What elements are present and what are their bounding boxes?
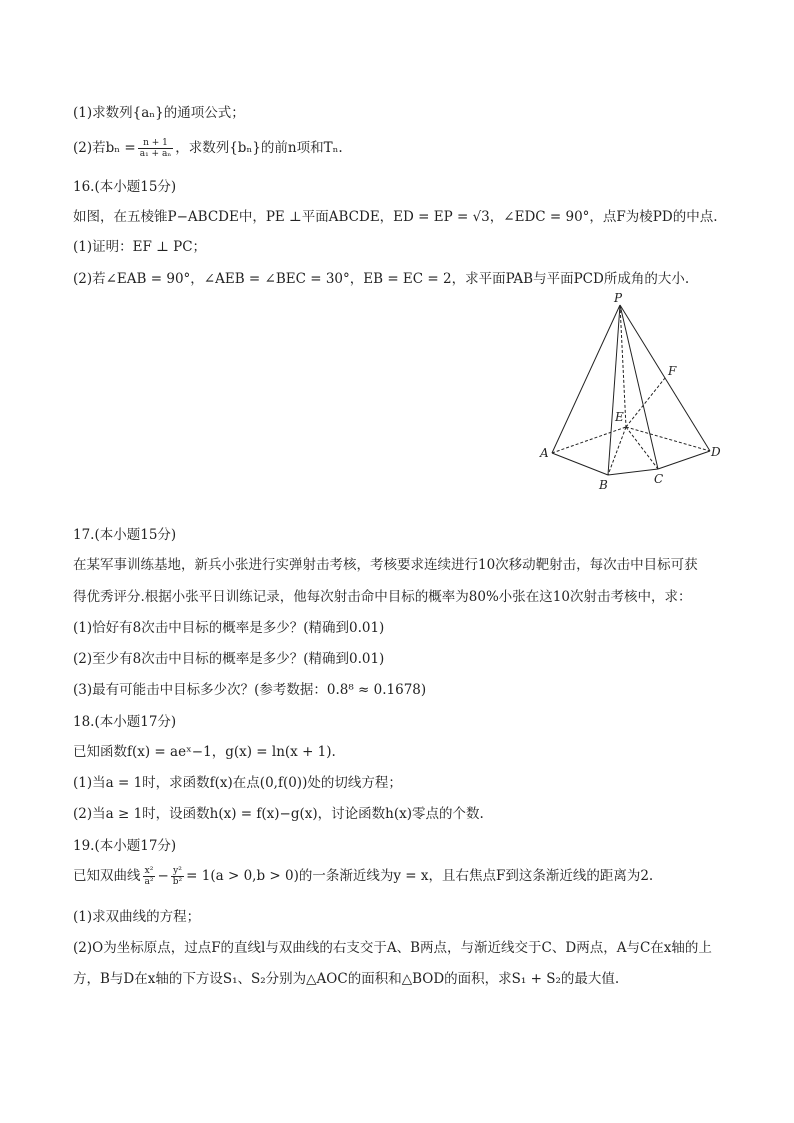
q19-frac2-den: b² [172, 877, 183, 887]
q18-part2: (2)当a ≥ 1时，设函数h(x) = f(x)−g(x)，讨论函数h(x)零点的个数. [73, 806, 484, 822]
q15-part2 [73, 138, 343, 159]
q17-stem-line1: 在某军事训练基地，新兵小张进行实弹射击考核，考核要求连续进行10次移动靶射击，每次击中目标可获 [73, 557, 698, 573]
q19-frac1-den: a² [144, 877, 154, 887]
q19-frac1-num: x² [143, 866, 156, 877]
edge-AB [552, 453, 608, 475]
q16-header: 16.(本小题15分) [73, 179, 177, 195]
edge-CD [658, 451, 710, 469]
q17-header: 17.(本小题15分) [73, 527, 177, 543]
edge-BC [608, 469, 658, 475]
q19-stem [73, 866, 653, 887]
q18-part1: (1)当a = 1时，求函数f(x)在点(0,f(0))处的切线方程； [73, 775, 402, 791]
q19-minus: − [157, 868, 169, 884]
label-F: F [668, 364, 677, 378]
label-A: A [540, 446, 549, 460]
label-C: C [654, 472, 664, 486]
edge-PA [552, 305, 620, 453]
q17-part3: (3)最有可能击中目标多少次？(参考数据：0.8⁸ ≈ 0.1678) [73, 682, 427, 698]
q19-stem-prefix: 已知双曲线 [73, 868, 141, 884]
q17-stem-line2: 得优秀评分.根据小张平日训练记录，他每次射击命中目标的概率为80%小张在这10次射击考核中，求： [73, 589, 692, 605]
q17-part1: (1)恰好有8次击中目标的概率是多少？(精确到0.01) [73, 620, 385, 636]
edge-PE [620, 305, 626, 427]
q19-frac2-num: y² [171, 866, 184, 877]
edge-EF [626, 378, 665, 427]
q15-frac-num: n + 1 [138, 138, 174, 149]
label-D: D [711, 445, 721, 459]
q15-part1: (1)求数列{aₙ}的通项公式； [73, 105, 245, 121]
edge-AE [552, 427, 626, 453]
q19-stem-suffix: = 1(a > 0,b > 0)的一条渐近线为y = x，且右焦点F到这条渐近线的距离为2. [186, 868, 654, 884]
q17-part2: (2)至少有8次击中目标的概率是多少？(精确到0.01) [73, 651, 385, 667]
q15-part2-suffix: ，求数列{bₙ}的前n项和Tₙ. [175, 140, 343, 156]
q19-frac-x [143, 866, 156, 887]
edge-PB [608, 305, 620, 475]
label-E: E [615, 410, 624, 424]
q19-frac-y [171, 866, 184, 887]
q18-stem: 已知函数f(x) = aeˣ−1，g(x) = ln(x + 1). [73, 744, 336, 760]
q19-part2-line2: 方，B与D在x轴的下方设S₁、S₂分别为△AOC的面积和△BOD的面积，求S₁ + S₂的最大值. [73, 971, 620, 987]
q16-stem: 如图，在五棱锥P−ABCDE中，PE ⊥平面ABCDE，ED = EP = √3，∠EDC = 90°，点F为棱PD的中点. [73, 209, 718, 225]
q16-part1: (1)证明：EF ⊥ PC； [73, 239, 207, 255]
q19-header: 19.(本小题17分) [73, 838, 177, 854]
pyramid-figure [520, 285, 740, 495]
q19-part2-line1: (2)O为坐标原点，过点F的直线l与双曲线的右支交于A、B两点，与渐近线交于C、D两点，A与C在x轴的上 [73, 940, 712, 956]
q18-header: 18.(本小题17分) [73, 714, 177, 730]
label-P: P [614, 291, 623, 305]
q15-frac-den: a₁ + aₙ [139, 149, 172, 159]
q15-fraction [138, 138, 174, 159]
q15-part2-prefix: (2)若bₙ = [73, 140, 136, 156]
q16-part2: (2)若∠EAB = 90°，∠AEB = ∠BEC = 30°，EB = EC = 2，求平面PAB与平面PCD所成角的大小. [73, 271, 690, 287]
label-B: B [599, 478, 608, 492]
q19-part1: (1)求双曲线的方程； [73, 909, 201, 925]
